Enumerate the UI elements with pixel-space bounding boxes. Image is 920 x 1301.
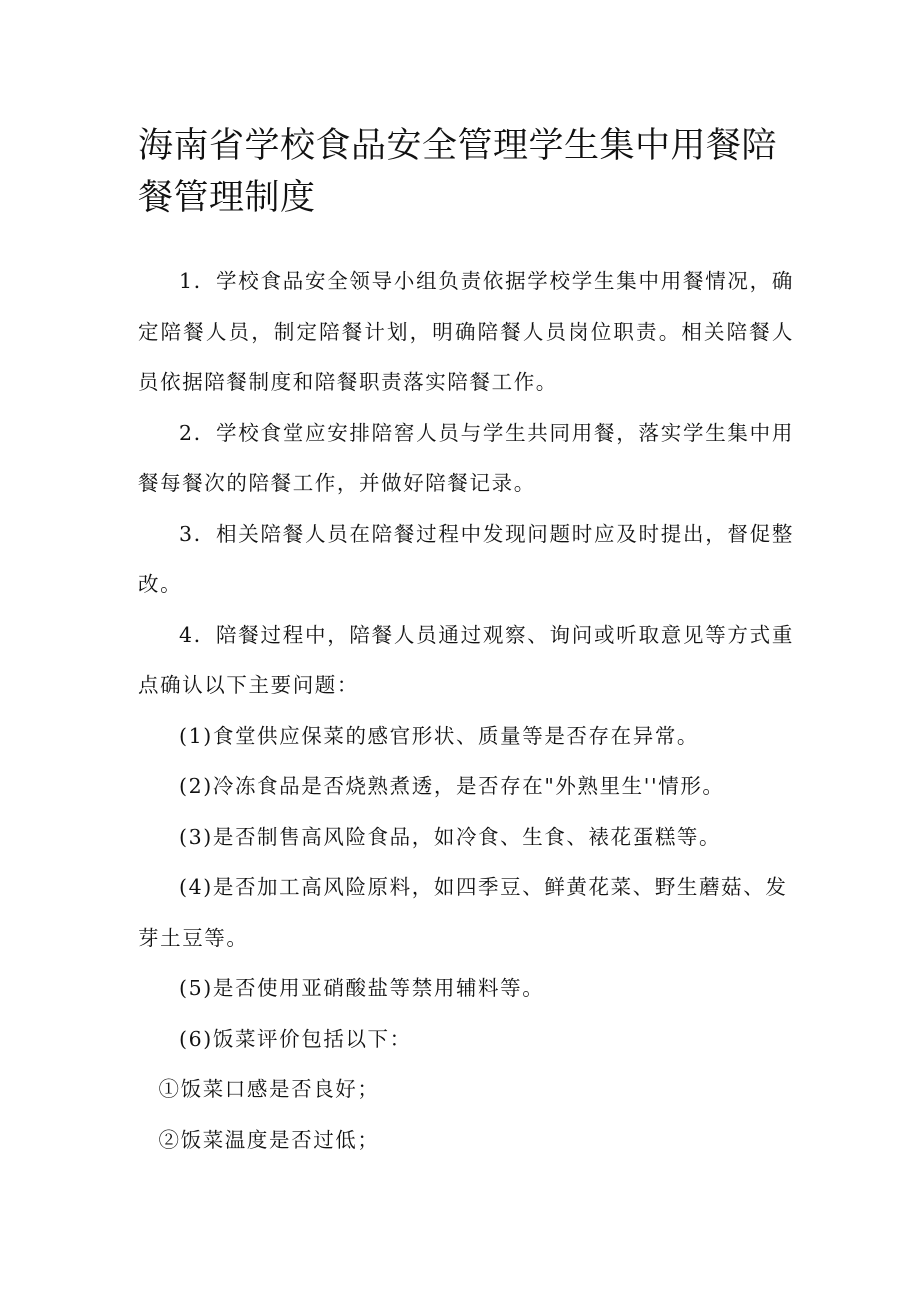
list-item-2: (2)冷冻食品是否烧熟煮透，是否存在"外熟里生''情形。 <box>179 774 725 798</box>
document-body <box>138 256 794 1165</box>
sub-item-2: ②饭菜温度是否过低； <box>158 1127 380 1152</box>
list-item-3: (3)是否制售高风险食品，如冷食、生食、裱花蛋糕等。 <box>179 824 722 849</box>
paragraph-1: 1．学校食品安全领导小组负责依据学校学生集中用餐情况，确定陪餐人员，制定陪餐计划，明确陪餐人员岗位职责。相关陪餐人员依据陪餐制度和陪餐职责落实陪餐工作。 <box>138 269 794 394</box>
document-title: 海南省学校食品安全管理学生集中用餐陪餐管理制度 <box>138 126 778 218</box>
paragraph-4: 4．陪餐过程中，陪餐人员通过观察、询问或听取意见等方式重点确认以下主要问题： <box>138 622 794 697</box>
list-item-5: (5)是否使用亚硝酸盐等禁用辅料等。 <box>179 976 545 1000</box>
list-item-6: (6)饭菜评价包括以下： <box>179 1026 412 1051</box>
paragraph-2: 2．学校食堂应安排陪窖人员与学生共同用餐，落实学生集中用餐每餐次的陪餐工作，并做好陪餐记录。 <box>138 420 794 495</box>
list-item-4: (4)是否加工高风险原料，如四季豆、鲜黄花菜、野生蘑菇、发芽土豆等。 <box>138 875 788 950</box>
paragraph-3: 3．相关陪餐人员在陪餐过程中发现问题时应及时提出，督促整改。 <box>138 521 794 596</box>
sub-item-1: ①饭菜口感是否良好； <box>158 1077 380 1101</box>
list-item-1: (1)食堂供应保菜的感官形状、质量等是否存在异常。 <box>179 723 700 748</box>
